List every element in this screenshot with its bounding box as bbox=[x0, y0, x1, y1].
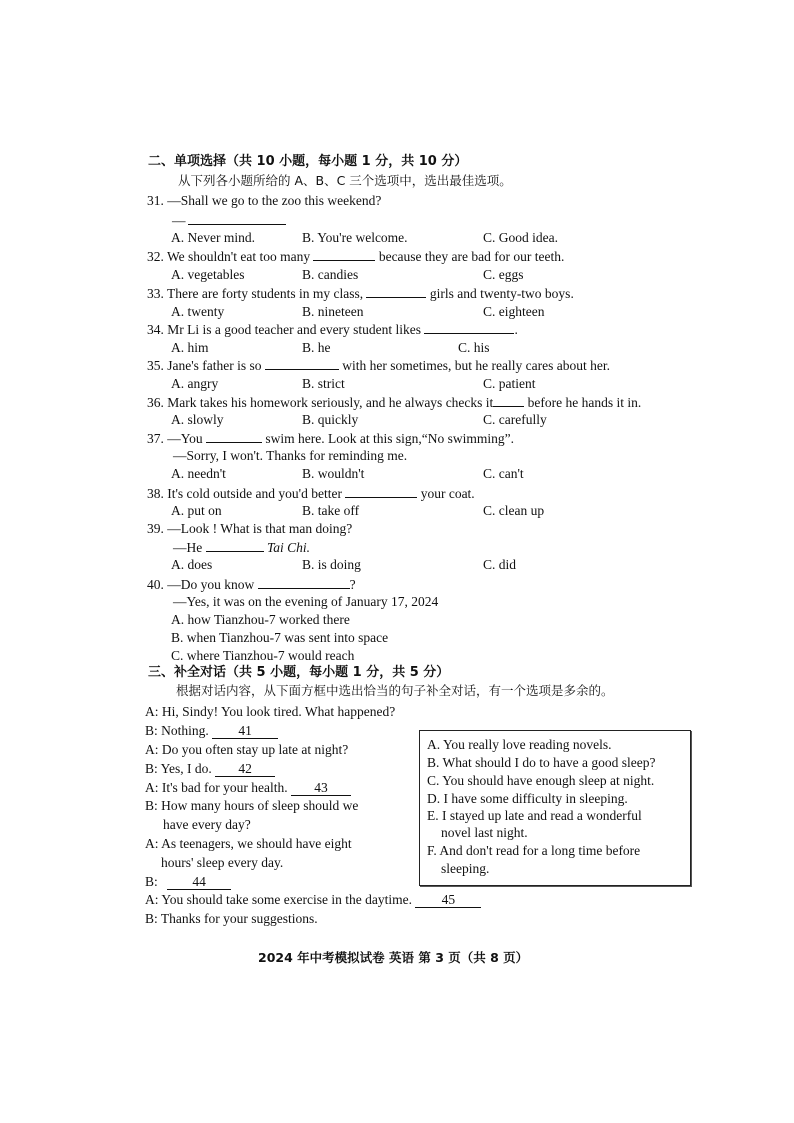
question-37-option-c: C. can't bbox=[483, 466, 524, 481]
question-32-option-c: C. eggs bbox=[483, 267, 524, 282]
question-34-option-b: B. he bbox=[302, 340, 331, 355]
question-37-option-a: A. needn't bbox=[171, 466, 226, 481]
dialogue-line-7b: hours' sleep every day. bbox=[161, 855, 284, 870]
question-31-option-a: A. Never mind. bbox=[171, 230, 255, 245]
question-34-stem: 34. Mr Li is a good teacher and every student likes . bbox=[147, 322, 518, 337]
question-40-option-a: A. how Tianzhou-7 worked there bbox=[171, 612, 350, 627]
section-2-instruction: 从下列各小题所给的 A、B、C 三个选项中，选出最佳选项。 bbox=[178, 173, 512, 188]
question-40-reply: —Yes, it was on the evening of January 17, 2024 bbox=[173, 594, 439, 609]
question-35-option-b: B. strict bbox=[302, 376, 345, 391]
blank-42: 42 bbox=[215, 762, 275, 777]
question-34-option-c: C. his bbox=[458, 340, 490, 355]
question-38-option-b: B. take off bbox=[302, 503, 360, 518]
question-33-stem: 33. There are forty students in my class, girls and twenty-two boys. bbox=[147, 286, 574, 301]
page-footer: 2024 年中考模拟试卷 英语 第 3 页（共 8 页） bbox=[258, 950, 529, 965]
blank-41: 41 bbox=[212, 724, 278, 739]
question-36-option-c: C. carefully bbox=[483, 412, 547, 427]
box-option-f-cont: sleeping. bbox=[441, 861, 490, 876]
question-33-option-b: B. nineteen bbox=[302, 304, 364, 319]
question-36-option-b: B. quickly bbox=[302, 412, 359, 427]
section-3-instruction: 根据对话内容，从下面方框中选出恰当的句子补全对话，有一个选项是多余的。 bbox=[176, 683, 614, 698]
box-option-e-cont: novel last night. bbox=[441, 825, 528, 840]
question-35-option-c: C. patient bbox=[483, 376, 536, 391]
question-36-option-a: A. slowly bbox=[171, 412, 224, 427]
box-option-f: F. And don't read for a long time before bbox=[427, 843, 641, 858]
blank-43: 43 bbox=[291, 781, 351, 796]
box-option-b: B. What should I do to have a good sleep? bbox=[427, 755, 656, 770]
question-32-option-a: A. vegetables bbox=[171, 267, 245, 282]
question-31-option-b: B. You're welcome. bbox=[302, 230, 408, 245]
blank-44: 44 bbox=[167, 875, 231, 890]
question-37-option-b: B. wouldn't bbox=[302, 466, 365, 481]
question-33-option-c: C. eighteen bbox=[483, 304, 545, 319]
question-38-option-c: C. clean up bbox=[483, 503, 545, 518]
box-option-c: C. You should have enough sleep at night. bbox=[427, 773, 655, 788]
dialogue-line-8: B: 44 bbox=[145, 875, 231, 890]
question-39-answer-line: —He Tai Chi. bbox=[173, 540, 311, 555]
box-option-d: D. I have some difficulty in sleeping. bbox=[427, 791, 628, 806]
dialogue-line-6a: B: How many hours of sleep should we bbox=[145, 798, 359, 813]
dialogue-line-3: A: Do you often stay up late at night? bbox=[145, 742, 349, 757]
question-31-stem: 31. —Shall we go to the zoo this weekend? bbox=[147, 193, 382, 208]
question-36-stem: 36. Mark takes his homework seriously, and he always checks it before he hands it in. bbox=[147, 395, 642, 410]
box-option-e: E. I stayed up late and read a wonderful bbox=[427, 808, 642, 823]
section-2-heading: 二、单项选择（共 10 小题，每小题 1 分，共 10 分） bbox=[148, 154, 468, 169]
question-34-option-a: A. him bbox=[171, 340, 209, 355]
question-37-stem: 37. —You swim here. Look at this sign,“No swimming”. bbox=[147, 431, 515, 446]
question-32-option-b: B. candies bbox=[302, 267, 359, 282]
question-39-stem: 39. —Look ! What is that man doing? bbox=[147, 521, 353, 536]
question-39-option-b: B. is doing bbox=[302, 557, 361, 572]
question-40-option-b: B. when Tianzhou-7 was sent into space bbox=[171, 630, 389, 645]
dialogue-line-9: A: You should take some exercise in the daytime. 45 bbox=[145, 893, 481, 908]
dialogue-line-6b: have every day? bbox=[163, 817, 251, 832]
question-38-stem: 38. It's cold outside and you'd better your coat. bbox=[147, 486, 475, 501]
question-35-option-a: A. angry bbox=[171, 376, 219, 391]
dialogue-line-5: A: It's bad for your health. 43 bbox=[145, 781, 351, 796]
question-33-option-a: A. twenty bbox=[171, 304, 225, 319]
question-39-option-c: C. did bbox=[483, 557, 517, 572]
question-31-option-c: C. Good idea. bbox=[483, 230, 558, 245]
question-40-option-c: C. where Tianzhou-7 would reach bbox=[171, 648, 355, 663]
dialogue-line-1: A: Hi, Sindy! You look tired. What happened? bbox=[145, 704, 396, 719]
dialogue-line-10: B: Thanks for your suggestions. bbox=[145, 911, 318, 926]
dialogue-line-2: B: Nothing. 41 bbox=[145, 724, 278, 739]
section-3-heading: 三、补全对话（共 5 小题，每小题 1 分，共 5 分） bbox=[148, 665, 450, 680]
question-32-stem: 32. We shouldn't eat too many because they are bad for our teeth. bbox=[147, 249, 565, 264]
dialogue-line-7a: A: As teenagers, we should have eight bbox=[145, 836, 352, 851]
dialogue-line-4: B: Yes, I do. 42 bbox=[145, 762, 275, 777]
question-40-stem: 40. —Do you know ? bbox=[147, 577, 356, 592]
question-38-option-a: A. put on bbox=[171, 503, 222, 518]
blank-45: 45 bbox=[415, 893, 481, 908]
box-option-a: A. You really love reading novels. bbox=[427, 737, 612, 752]
question-37-reply: —Sorry, I won't. Thanks for reminding me. bbox=[173, 448, 408, 463]
question-39-option-a: A. does bbox=[171, 557, 213, 572]
question-35-stem: 35. Jane's father is so with her sometimes, but he really cares about her. bbox=[147, 358, 610, 373]
question-31-answer-line: — bbox=[172, 213, 286, 228]
